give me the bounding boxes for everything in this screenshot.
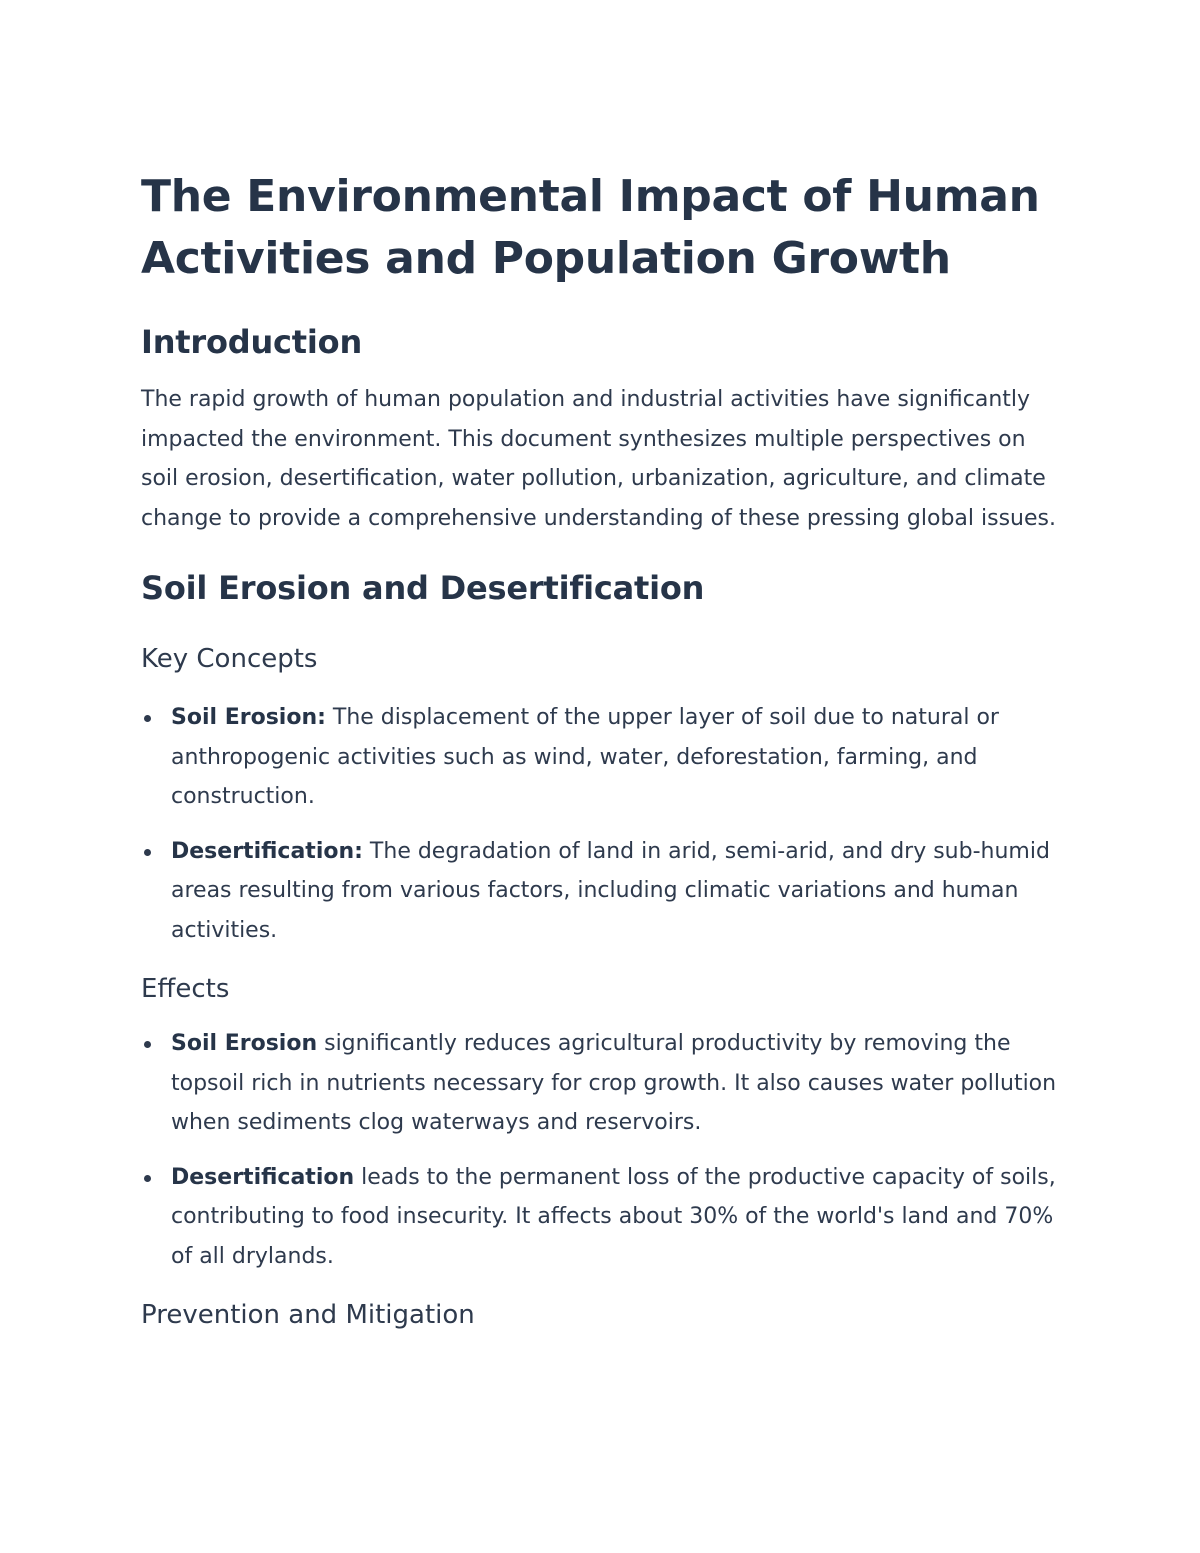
- prevention-mitigation-heading: Prevention and Mitigation: [141, 1300, 475, 1330]
- document-title: The Environmental Impact of Human Activities and Population Growth: [141, 171, 1040, 284]
- introduction-paragraph: The rapid growth of human population and industrial activities have significantly impacted the environment. This document synthesizes multiple perspectives on soil erosion, desertification, water pollution, urbanization, agriculture, and climate change to provide a comprehensive understanding of these pressing global issues.: [141, 387, 1056, 531]
- key-concepts-heading: Key Concepts: [141, 644, 318, 674]
- key-concepts-list: [141, 698, 1061, 950]
- list-item-text: The degradation of land in arid, semi-arid, and dry sub-humid areas resulting from various factors, including climatic variations and human activities.: [171, 838, 1050, 943]
- document-page: [141, 166, 1061, 1332]
- bullet-icon: [144, 715, 151, 722]
- effects-heading: Effects: [141, 974, 230, 1004]
- bullet-icon: [144, 1041, 151, 1048]
- list-item: [141, 698, 1061, 817]
- introduction-heading: Introduction: [141, 323, 363, 361]
- list-item: [141, 1158, 1061, 1277]
- list-item-text: The displacement of the upper layer of soil due to natural or anthropogenic activities such as wind, water, deforestation, farming, and construction.: [171, 705, 999, 809]
- bullet-icon: [144, 1175, 151, 1182]
- effects-list: [141, 1024, 1061, 1276]
- list-item-term: Soil Erosion:: [171, 705, 326, 730]
- list-item-term: Desertification: [171, 1164, 355, 1190]
- soil-erosion-section-heading: Soil Erosion and Desertification: [141, 569, 705, 607]
- bullet-icon: [144, 849, 151, 856]
- list-item: [141, 832, 1061, 951]
- list-item-text: significantly reduces agricultural productivity by removing the topsoil rich in nutrients necessary for crop growth. It also causes water pollution when sediments clog waterways and reservoirs.: [171, 1031, 1057, 1135]
- list-item-text: leads to the permanent loss of the productive capacity of soils, contributing to food insecurity. It affects about 30% of the world's land and 70% of all drylands.: [171, 1164, 1056, 1269]
- list-item-term: Desertification:: [171, 838, 363, 864]
- list-item-term: Soil Erosion: [171, 1031, 318, 1056]
- list-item: [141, 1024, 1061, 1143]
